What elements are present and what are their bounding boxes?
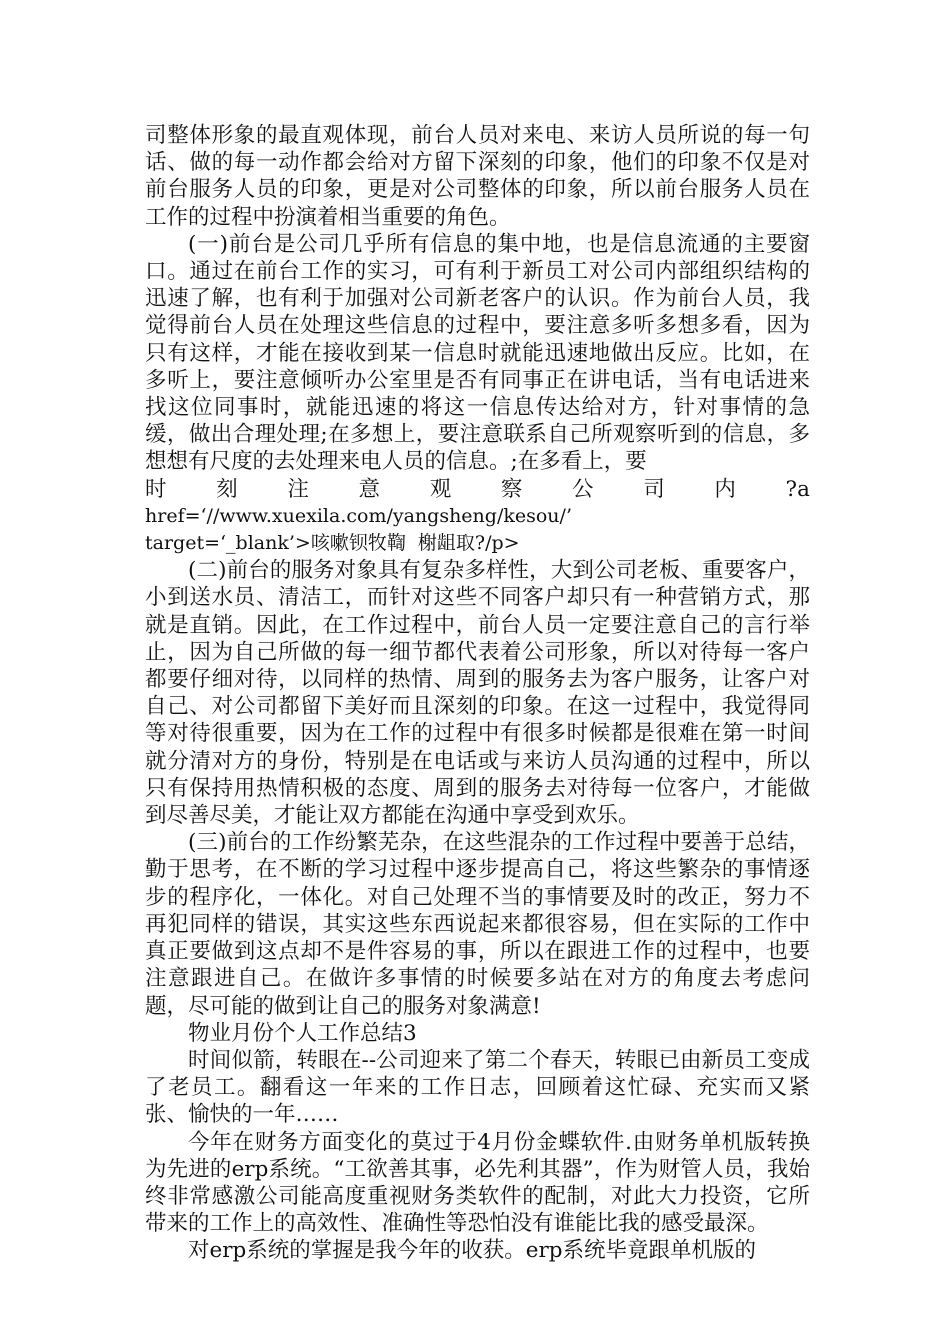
spread-char: 注	[287, 476, 309, 502]
document-page	[145, 122, 810, 1265]
paragraph-three: (三)前台的工作纷繁芜杂，在这些混杂的工作过程中要善于总结，勤于思考，在不断的学习过程中逐步提高自己，将这些繁杂的事情逐步的程序化，一体化。对自己处理不当的事情要及时的改正，努力不再犯同样的错误，其实这些东西说起来都很容易，但在实际的工作中真正要做到这点却不是件容易的事，所以在跟进工作的过程中，也要注意跟进自己。在做许多事情的时候要多站在对方的角度去考虑问题，尽可能的做到让自己的服务对象满意!	[145, 830, 810, 1019]
spread-char: ?a	[785, 476, 810, 502]
paragraph-intro: 司整体形象的最直观体现，前台人员对来电、来访人员所说的每一句话、做的每一动作都会给对方留下深刻的印象，他们的印象不仅是对前台服务人员的印象，更是对公司整体的印象，所以前台服务人员在工作的过程中扮演着相当重要的角色。	[145, 123, 810, 230]
section-title: 物业月份个人工作总结3	[188, 1020, 417, 1046]
spread-char: 内	[714, 476, 736, 502]
paragraph-one: (一)前台是公司几乎所有信息的集中地，也是信息流通的主要窗口。通过在前台工作的实习，可有利于新员工对公司内部组织结构的迅速了解，也有利于加强对公司新老客户的认识。作为前台人员，我觉得前台人员在处理这些信息的过程中，要注意多听多想多看，因为只有这样，才能在接收到某一信息时就能迅速地做出反应。比如，在多听上，要注意倾听办公室里是否有同事正在讲电话，当有电话进来找这位同事时，就能迅速的将这一信息传达给对方，针对事情的急缓，做出合理处理;在多想上，要注意联系自己所观察听到的信息，多想想有尺度的去处理来电人员的信息。;在多看上，要	[145, 231, 810, 475]
spread-char: 意	[358, 476, 381, 502]
paragraph-six: 对erp系统的掌握是我今年的收获。erp系统毕竟跟单机版的	[188, 1238, 757, 1264]
spread-char: 公	[572, 476, 594, 502]
spread-text-line	[145, 476, 810, 503]
spread-char: 观	[429, 476, 452, 502]
spread-char: 察	[500, 476, 523, 502]
spread-char: 刻	[216, 476, 238, 502]
href-text-line: href=‘//www.xuexila.com/yangsheng/kesou/’	[145, 504, 572, 527]
paragraph-five: 今年在财务方面变化的莫过于4月份金蝶软件.由财务单机版转换为先进的erp系统。“工欲善其事，必先利其器”，作为财管人员，我始终非常感激公司能高度重视财务类软件的配制，对此大力投资，它所带来的工作上的高效性、准确性等恐怕没有谁能比我的感受最深。	[145, 1129, 810, 1237]
target-text-line: target=‘_blank’>咳嗽钡牧鞫 榭龃取?/p>	[145, 532, 520, 555]
spread-char: 时	[145, 476, 167, 502]
paragraph-four: 时间似箭，转眼在--公司迎来了第二个春天，转眼已由新员工变成了老员工。翻看这一年来的工作日志，回顾着这忙碌、充实而又紧张、愉快的一年……	[145, 1047, 810, 1128]
spread-char: 司	[643, 476, 665, 502]
paragraph-two: (二)前台的服务对象具有复杂多样性，大到公司老板、重要客户，小到送水员、清洁工，而针对这些不同客户却只有一种营销方式，那就是直销。因此，在工作过程中，前台人员一定要注意自己的言行举止，因为自己所做的每一细节都代表着公司形象，所以对待每一客户都要仔细对待，以同样的热情、周到的服务去为客户服务，让客户对自己、对公司都留下美好而且深刻的印象。在这一过程中，我觉得同等对待很重要，因为在工作的过程中有很多时候都是很难在第一时间就分清对方的身份，特别是在电话或与来访人员沟通的过程中，所以只有保持用热情积极的态度、周到的服务去对待每一位客户，才能做到尽善尽美，才能让双方都能在沟通中享受到欢乐。	[145, 558, 810, 829]
